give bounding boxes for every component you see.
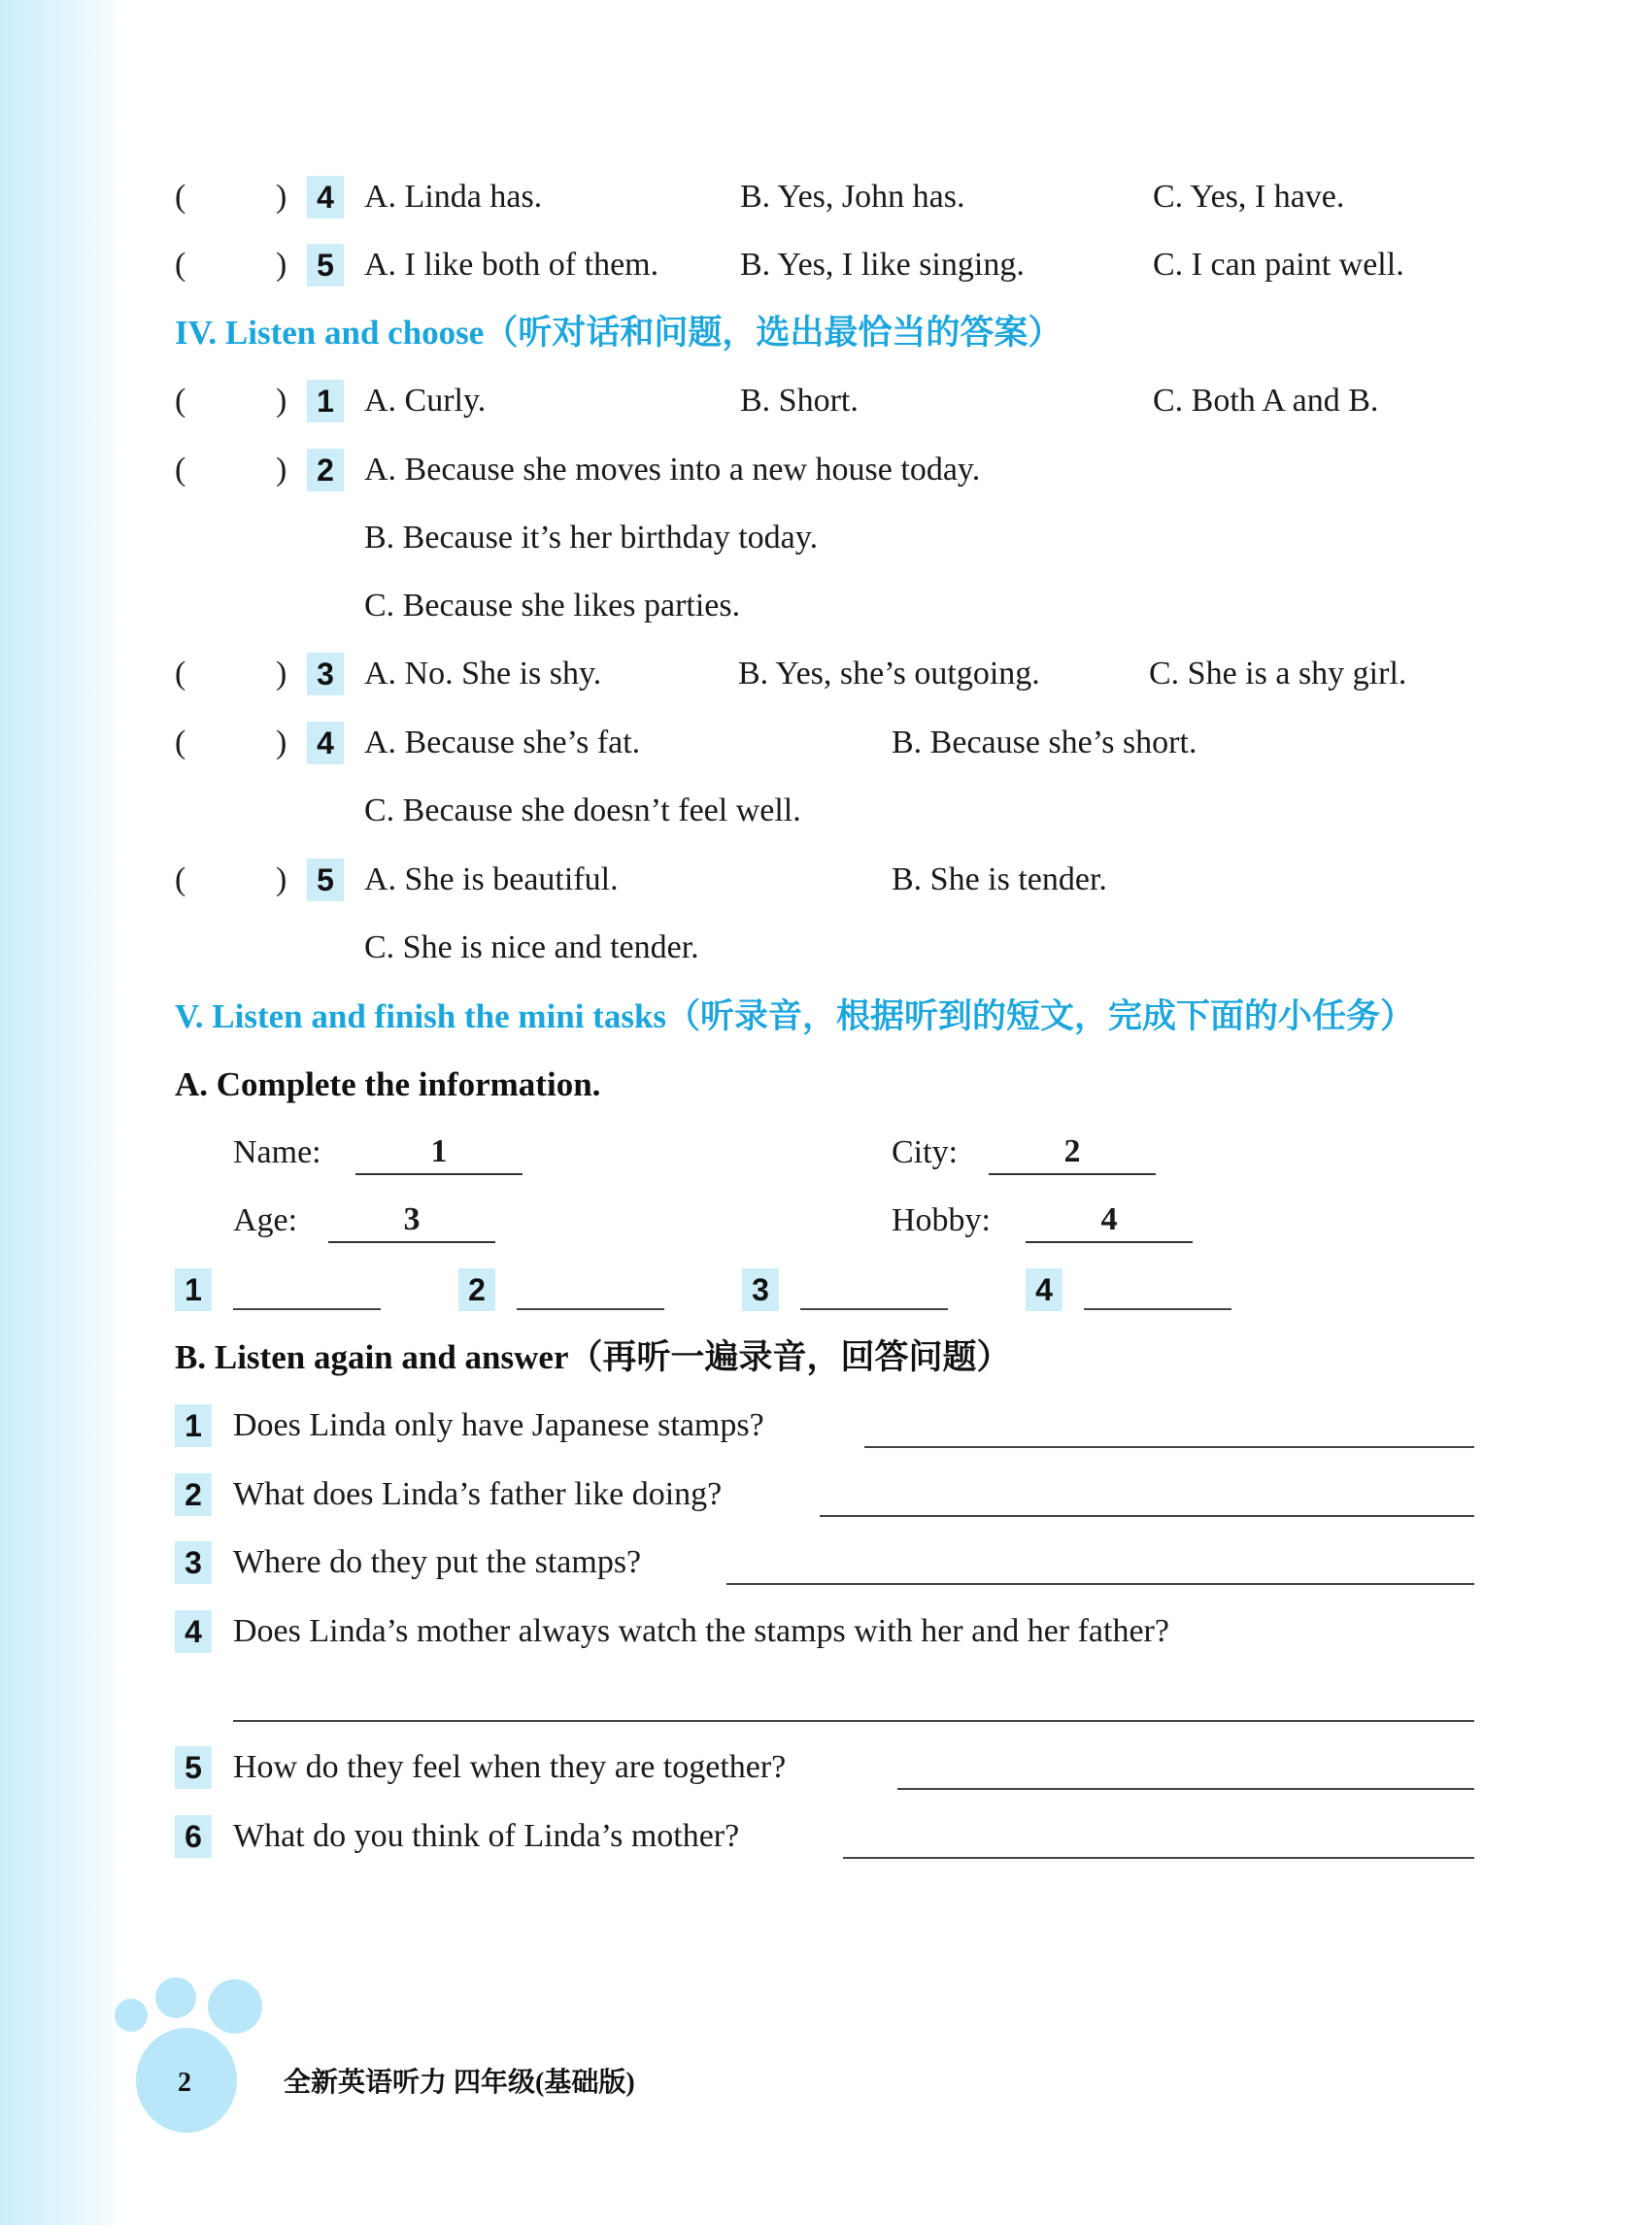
option-a: A. No. She is shy. — [364, 656, 602, 691]
question-number-badge: 4 — [307, 722, 344, 764]
answer-paren-open: ( — [175, 656, 186, 691]
option-c: C. Yes, I have. — [1153, 179, 1345, 215]
name-label: Name: — [233, 1134, 321, 1170]
hobby-blank[interactable]: 4 — [1026, 1198, 1193, 1243]
answer-paren-open: ( — [175, 861, 186, 897]
question-number-badge: 2 — [175, 1473, 212, 1516]
answer-line[interactable] — [864, 1446, 1474, 1448]
answer-paren-close: ) — [276, 247, 287, 283]
answer-number-badge: 2 — [458, 1268, 495, 1311]
age-label: Age: — [233, 1202, 298, 1238]
question-text: What do you think of Linda’s mother? — [233, 1818, 740, 1854]
part-b-title: B. Listen again and answer（再听一遍录音，回答问题） — [175, 1338, 1011, 1376]
answer-line[interactable] — [897, 1788, 1474, 1790]
answer-line[interactable] — [843, 1857, 1474, 1859]
option-b: B. Because she’s short. — [892, 725, 1197, 760]
option-b: B. Yes, I like singing. — [740, 247, 1025, 283]
option-c: C. She is a shy girl. — [1149, 656, 1407, 691]
question-number-badge: 5 — [307, 859, 344, 901]
question-number-badge: 1 — [175, 1404, 212, 1447]
answer-line[interactable] — [517, 1308, 664, 1310]
paw-toe-icon — [208, 1979, 262, 2034]
answer-line[interactable] — [233, 1720, 1474, 1722]
option-b: B. Short. — [740, 383, 859, 419]
answer-paren-close: ) — [276, 861, 287, 897]
question-number-badge: 6 — [175, 1815, 212, 1858]
answer-paren-close: ) — [276, 383, 287, 419]
answer-paren-close: ) — [276, 452, 287, 488]
city-blank[interactable]: 2 — [989, 1130, 1156, 1175]
answer-paren-open: ( — [175, 179, 186, 215]
option-a: A. Linda has. — [364, 179, 543, 215]
section-v-heading: V. Listen and finish the mini tasks（听录音，根据听到的短文，完成下面的小任务） — [175, 997, 1415, 1035]
answer-line[interactable] — [820, 1515, 1474, 1517]
age-blank[interactable]: 3 — [328, 1198, 495, 1243]
page-number: 2 — [178, 2068, 191, 2098]
question-text: Where do they put the stamps? — [233, 1544, 642, 1580]
name-blank[interactable]: 1 — [355, 1130, 523, 1175]
answer-number-badge: 1 — [175, 1268, 212, 1311]
option-a: A. I like both of them. — [364, 247, 659, 283]
answer-number-badge: 4 — [1026, 1268, 1062, 1311]
paw-toe-icon — [155, 1977, 196, 2018]
answer-paren-open: ( — [175, 452, 186, 488]
option-c: C. Because she likes parties. — [364, 588, 741, 624]
question-number-badge: 5 — [307, 244, 344, 287]
answer-number-badge: 3 — [742, 1268, 779, 1311]
option-a: A. She is beautiful. — [364, 861, 619, 897]
book-title: 全新英语听力 四年级(基础版) — [284, 2068, 635, 2098]
option-b: B. Yes, John has. — [740, 179, 965, 215]
question-number-badge: 3 — [175, 1541, 212, 1584]
answer-paren-close: ) — [276, 656, 287, 691]
answer-paren-close: ) — [276, 179, 287, 215]
question-number-badge: 1 — [307, 380, 344, 422]
city-label: City: — [892, 1134, 959, 1170]
question-text: What does Linda’s father like doing? — [233, 1476, 723, 1512]
option-c: C. Because she doesn’t feel well. — [364, 792, 801, 828]
paw-toe-icon — [115, 1999, 148, 2032]
side-decoration-band — [0, 0, 126, 2225]
question-number-badge: 4 — [175, 1610, 212, 1653]
section-iv-heading: IV. Listen and choose（听对话和问题，选出最恰当的答案） — [175, 314, 1062, 352]
option-b: B. Yes, she’s outgoing. — [738, 656, 1040, 691]
answer-line[interactable] — [1084, 1308, 1231, 1310]
question-number-badge: 5 — [175, 1746, 212, 1789]
question-text: Does Linda only have Japanese stamps? — [233, 1407, 764, 1443]
question-number-badge: 3 — [307, 653, 344, 695]
answer-line[interactable] — [726, 1583, 1474, 1585]
hobby-label: Hobby: — [892, 1202, 991, 1238]
option-a: A. Curly. — [364, 383, 487, 419]
answer-paren-open: ( — [175, 383, 186, 419]
part-a-title: A. Complete the information. — [175, 1065, 601, 1103]
option-c: C. Both A and B. — [1153, 383, 1379, 419]
answer-line[interactable] — [233, 1308, 381, 1310]
answer-line[interactable] — [800, 1308, 948, 1310]
option-c: C. I can paint well. — [1153, 247, 1404, 283]
question-number-badge: 2 — [307, 449, 344, 491]
answer-paren-open: ( — [175, 725, 186, 760]
question-text: How do they feel when they are together? — [233, 1749, 787, 1785]
option-b: B. She is tender. — [892, 861, 1107, 897]
question-text: Does Linda’s mother always watch the stamps with her and her father? — [233, 1613, 1169, 1649]
option-c: C. She is nice and tender. — [364, 929, 699, 965]
option-b: B. Because it’s her birthday today. — [364, 520, 819, 556]
question-number-badge: 4 — [307, 176, 344, 219]
option-a: A. Because she moves into a new house today. — [364, 452, 981, 488]
answer-paren-close: ) — [276, 725, 287, 760]
answer-paren-open: ( — [175, 247, 186, 283]
option-a: A. Because she’s fat. — [364, 725, 641, 760]
